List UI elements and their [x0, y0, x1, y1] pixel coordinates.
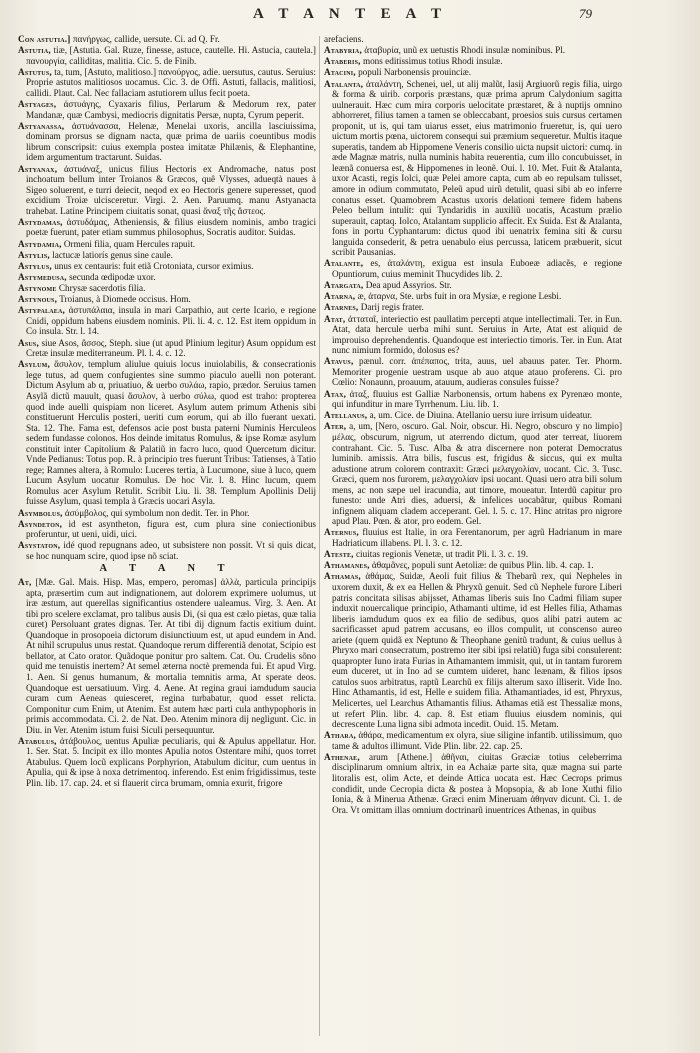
dictionary-entry [18, 272, 316, 283]
definition-text: ἀθαμᾶνες, populi sunt Aetoliæ: de quibus Plin. lib. 4. cap. 1. [369, 560, 594, 571]
definition-text: id est asyntheton, figura est, cum plura sine coniectionibus proferuntur, ut ueni, uidi, uici. [26, 518, 316, 540]
definition-text: ἀταξ, fluuius est Galliæ Narbonensis, ortum habens ex Pyrenæo monte, qui infunditur in mare Tyrrhenum. Liu. lib. 1. [332, 388, 622, 410]
column-divider [319, 36, 320, 1036]
definition-text: ἀταλάντη, Schenei, uel, ut alij malũt, Iasij Argiuorũ regis filia, uirgo & forma & uirib. corporis præstans, quæ prima aprum Calydonium sagitta uulnerauit. Hæc cum mira corporis uelocitate præstaret, & à nuptijs omnino abhorreret, filius tamen a tamen se obleccabant, proesios suis cursus certamen proponit, ut is, qui tam uiarus esset, eius matrimonio frueretur, is, qui uero uictum mortis pœna, uictorem consequi sui præmium sequeretur. Multis itaque superatis, tandem ab Hippomene Veneris consilio uicta nupsit uictori: cumq. in æde Magnæ matris, nulla numinis habita reuerentia, cum illo concubuisset, in leænã conuersa est, & Hippomenes in leonẽ. Oui. l. 10. Met. Fuit & Atalanta, uxor Acasti, regis Iolci, quæ Pelei amore capta, cum ab eo repulsam tulisset, amore in odium commutato, Peleũ apud uirũ detulit, quasi sibi ab eo inferre conatus esset. Quamobrem Acastus uxoris delationi temere fidem habens Peleo bellum intulit: qui Tyndaridis in auxiliũ uocatis, Acastum prælio superauit, captaq. Iolco, Atalantam supplicio affecit. Ex Suida. Est & Atalanta, fons in portu Cyphantarum: dictus quod ibi uenatrix femina siti & cursu languida consederit, & petra uenabulo eius percussa, laticem præbuerit, sicut scribit Pausanias. [332, 78, 622, 258]
headword: Aternus, [324, 527, 359, 538]
definition-text: ἀστυάγης, Cyaxaris filius, Perlarum & Medorum rex, pater Mandanæ, quæ Cambysi, mediocris dignitatis Persæ, nupta, Cyrum peperit. [26, 99, 316, 120]
headword: Atabyria, [324, 45, 362, 56]
dictionary-entry [324, 34, 622, 45]
headword: Atalante, [324, 258, 364, 269]
definition-text: unus ex centauris: fuit etiã Crotoniata, cursor eximius. [51, 260, 254, 271]
headword: Ateste, [324, 549, 354, 560]
dictionary-entry [324, 280, 622, 291]
page-number: 79 [579, 6, 592, 21]
right-column [324, 34, 622, 1039]
headword: Asystaton, [18, 540, 61, 551]
headword: Athamas, [324, 571, 361, 582]
definition-text: ἀταβυρία, unũ ex uetustis Rhodi insulæ nominibus. Pl. [361, 45, 566, 56]
headword: Atalanta, [324, 78, 364, 89]
definition-text: idé quod repugnans adeo, ut subsistere non possit. Vt si quis dicat, se hoc nunquam scire, quod ipse nõ sciat. [26, 540, 316, 561]
headword: Asyndeton, [18, 518, 63, 529]
definition-text: ἀθάρα, medicamentum ex olyra, siue siligine infantib. utilissimum, quo tame & adultos illimunt. Vide Plin. libr. 22. cap. 25. [332, 730, 622, 751]
definition-text: ἀστυπάλαια, insula in mari Carpathio, aut certe Icario, e regione Cnidi, oppidum habens eiusdem nominis. Pli. li. 4. c. 12. Est item oppidum in Co insula. Str. l. 14. [26, 305, 316, 337]
definition-text: Chrysæ sacerdotis filia. [56, 283, 146, 294]
dictionary-entry [18, 261, 316, 272]
headword: Atabulus, [18, 735, 57, 746]
dictionary-entry [18, 338, 316, 359]
dictionary-entry [324, 356, 622, 388]
dictionary-entry [324, 79, 622, 258]
definition-text: [Mæ. Gal. Mais. Hisp. Mas, empero, peromas] ἀλλὰ, particula principijs apta, præsertim cum aut indignationem, aut dolorem exprimere uolumus, ut iræ æstum, aut querellas significantius ostendere ualeamus. Virg. 3. Aen. At tibi pro scelere exclamat, pro talibus ausis Di, (si qua est cælo pietas, quæ talia curet) Persoluant grates dignas. Ter. At tibi dij dignum factis exitium duint. Quandoque in prosopoeia dictorum disiunctiuum est, ut apud eundem in And. At nihil scrupulus unus restat. Quandoque rerum differentiã denotat, Scipio est bellator, at Cato orator. Quãdoque ponitur pro saltem. Cat. Ou. Crudelis sõno quid me tenuistis inertem? At semel æterna noctè premenda fui. Et apud Virg. 1. Aen. Si genus humanum, & mortalia temnitis arma, At sperate deos. Quandoque est uersatiuum. Virg. 4. Aene. At regina graui iamdudum saucia curam cum Aeneas quiesceret, regina turbabatur, quod esset relicta. Componitur cum Enim, ut Atenim. Est autem hæc parti cula anthypophoris in primis accommodata. Ci. 2. de Nat. Deo. Atenim minora dij negligunt. Cic. in Diu. in Ver. Atenim istum fuisi Siculi persequuntur. [26, 577, 316, 735]
definition-text: mons editissimus totius Rhodi insulæ. [360, 56, 503, 67]
page-header [0, 6, 700, 28]
dictionary-entry [324, 421, 622, 526]
definition-text: ta, tum, [Astuto, malitioso.] πανούργος, adie. uersutus, cautus. Seruius: Proprie astutos malitiosos uocamus. Cic. 3. de Offi. Astuti, fallacis, malitiosi, callidi. Plaut. Cal. Nec fallaciam astutiorem ullus fecit poeta. [26, 66, 316, 98]
headword: Astypalaea, [18, 305, 66, 316]
headword: Astyanassa, [18, 120, 65, 131]
dictionary-entry [324, 45, 622, 56]
dictionary-entry [324, 410, 622, 421]
definition-text: a, um. Cice. de Diuina. Atellanio uersu iure irrisum uideatur. [367, 410, 593, 421]
definition-text: πανήργως, callide, uersute. Ci. ad Q. Fr. [70, 34, 220, 44]
headword: Astynome [18, 283, 57, 294]
definition-text: arefaciens. [324, 34, 364, 44]
headword: Astyages, [18, 99, 57, 110]
headword: Atavus, [324, 356, 354, 367]
headword: Astutus, [18, 66, 52, 77]
dictionary-entry [18, 164, 316, 217]
definition-text: Ormeni filia, quam Hercules rapuit. [61, 238, 196, 249]
definition-text: populi Narbonensis prouinciæ. [355, 67, 472, 78]
definition-text: ἀτάβουλος, uentus Apuliæ peculiaris, qui & Apulus appellatur. Hor. 1. Ser. Stat. 5. Incipit ex illo montes Apulia notos Ostentare mihi, quos torret Atabulus. Quem locũ explicans Porphyrion, Atabulum dicitur, cum uentus in Apulia, qui & ipse à noxa detrimentoq. inferendo. Est enim frigidissimus, teste Plin. lib. 17. cap. 24. et si flauerit circa brumam, omnia exurit, frigore [26, 735, 316, 789]
dictionary-entry [324, 67, 622, 78]
dictionary-entry [18, 34, 316, 45]
definition-text: es, ἀταλάντη, exigua est insula Euboeæ adiacẽs, e regione Opuntiorum, cuius meminit Thucydides lib. 2. [332, 258, 622, 279]
definition-text: ἀθάμας, Suidæ, Aeoli fuit filius & Thebarũ rex, qui Nepheles in uxorem duxit, & ex ea Hellen & Phryxũ genuit. Sed cũ Nephele furore Liberi patris concitata silisas abijsset, Athamas liberis suis Ino Cadmi filiam super induxit nouercalique principio, Athamanti ultime, id est Helles filia, Athamas liberis iamdudum quos ex ea filio de sedibus, quos alibi patri autem ac sacrificasset apud patrem accusans, eo illos compulit, ut conscenso aureo ariete (quem quidã ex Neptuno & Theophane genitũ tradunt, & cuius uellus à Phryxo mari consecratum, postremo iter sibi ipsi relatiũ) fuga sibi consulerent: quapropter Iuno irata Furias in Athamantem immisit, qui, ut in tantam furorem eum duceret, ut in Ino ad se cumtem uideret, hanc leænam, & filios ipsos catulos suos arbitratus, raptũ Learchũ ex filijs alterum saxo illiserit. Vide Ino. Hinc Athamantis, id est, Helle e suidem filia. Athamantiades, id est, Phryxus, Melicertes, uel Learchus Athamantis filius. Athamas etiã est Thessaliæ mons, ut refert Plin. libr. 4. cap. 8. Est etiam fluuius eiusdem nominis, qui decrescente Luna ligna sibi admota incedit. Ouid. 15. Metam. [332, 571, 622, 730]
definition-text: arum [Athene.] ἀθῆναι, ciuitas Græciæ totius celeberrima disciplinarum omnium altrix, in ea Achaiæ parte sita, quæ magna sui parte litoralis est, olim Acte, et deinde Attica uocata est. Hæc Cecrops primus condidit, unde Cecropia dicta & postea à Mopsopia, & ab Ione Xuthi filio Ionia, & à Minerua Athenæ. Græci enim Mineruam ἀθηναν dicunt. Ci. 1. de Ora. Vt omittam illas omnium doctrinarũ inuentrices Athenas, in quibus [332, 751, 622, 815]
dictionary-entry [18, 305, 316, 337]
dictionary-entry [324, 389, 622, 410]
dictionary-entry [324, 527, 622, 548]
definition-text: secunda œdipodæ uxor. [66, 271, 156, 282]
definition-text: ciuitas regionis Venetæ, ut tradit Pli. l. 3. c. 19. [353, 549, 529, 560]
headword: Con astutia.] [18, 34, 71, 44]
left-column [18, 34, 316, 1039]
headword: Atax, [324, 388, 347, 399]
headword: Athamanes, [324, 560, 370, 571]
dictionary-entry [324, 549, 622, 560]
dictionary-entry [324, 752, 622, 815]
dictionary-entry [18, 508, 316, 519]
definition-text: a, um, [Nero, oscuro. Gal. Noir, obscur. Hi. Negro, obscuro y no limpio] μέλας, obscurum, nigrum, ut aterrendo dictum, quod ater terreat, liuorem contrahant. Cic. 5. Tusc. Alba & atra discernere non poterat Democratus luminib. amissis. Atra bilis, fuscus est, frigidus & siccus, qui ex multa adustione atrum colorem contraxit: Græci μελαγχολίαν, uocant. Cic. 3. Tusc. Græci, quem nos furorem, μελαγχολίαν ipsi uocant. Quasi uero atra bili solum mens, ac non sæpe uel iracundia, aut timore, moueatur. Interdũ capitur pro funesto: unde Atri dies, aduersi, & infelices uocabãtur, quibus Romani infignem aliquam cladem acceperant. Gel. l. 5. c. 17. Hinc atritas pro nigrore apud Plau. Pœn. & ator, pro eodem. Gel. [332, 421, 622, 527]
dictionary-entry [18, 217, 316, 238]
dictionary-entry [18, 283, 316, 294]
dictionary-entry [324, 56, 622, 67]
definition-text: tiæ, [Astutia. Gal. Ruze, finesse, astuce, cautelle. Hi. Astucia, cautela.] πανουργία, calliditas, malitia. Cic. 5. de Finib. [26, 45, 316, 66]
dictionary-entry [18, 99, 316, 120]
dictionary-entry [18, 121, 316, 163]
dictionary-entry [18, 519, 316, 540]
definition-text: pænul. corr. ἀπέπαπος, trita, auus, uel abauus pater. Ter. Phorm. Memoriter progenie uestram usque ab auo atque atauo proferens. Ci. pro Cœlio: Nonaunn, proauum, atauum, audieras consules fuisse? [332, 356, 622, 388]
headword: Asymbolus, [18, 507, 63, 518]
dictionary-entry [18, 577, 316, 735]
headword: Astylis, [18, 249, 50, 260]
headword: Atarnes, [324, 302, 359, 313]
headword: Astydamas, [18, 216, 63, 227]
definition-text: fluuius est Italie, in ora Ferentanorum, per agrũ Hadrianum in mare Hadriaticum illabens. Pl. l. 3. c. 12. [332, 527, 622, 549]
headword: Athara, [324, 730, 356, 741]
dictionary-entry [18, 45, 316, 66]
definition-text: Darij regis frater. [358, 302, 424, 313]
dictionary-entry [18, 294, 316, 305]
dictionary-entry [18, 250, 316, 261]
headword: Astyanax, [18, 163, 58, 174]
definition-text: ἀσύμβολος, qui symbolum non dedit. Ter. in Phor. [62, 507, 250, 518]
dictionary-entry [324, 571, 622, 729]
dictionary-entry [324, 560, 622, 571]
headword: Astymedusa, [18, 271, 67, 282]
definition-text: ἀστυάνασσα, Helenæ, Menelai uxoris, ancilla lasciuissima, dominam prorsus se dignam nacta, quæ prima de uariis coeuntibus modis librum conscripsit: cuius exempla postea imitatæ Philænis, & Elephantine, idem argumentum tractarunt. Suidas. [26, 120, 316, 163]
dictionary-entry [324, 291, 622, 302]
dictionary-entry [18, 67, 316, 99]
definition-text: siue Asos, ἄσσος, Steph. siue (ut apud Plinium legitur) Asum oppidum est Cretæ insulæ mediterraneum. Pl. l. 4. c. 12. [26, 337, 316, 359]
headword: Astynous, [18, 294, 58, 305]
headword: Atacini, [324, 67, 356, 78]
headword: Atellanus, [324, 410, 368, 421]
headword: Astylus, [18, 260, 52, 271]
headword: Asylum, [18, 359, 50, 370]
section-heading: A T A N T [99, 563, 235, 575]
definition-text: lactucæ latiorís genus sine caule. [49, 249, 173, 260]
definition-text: ἀστυδάμας, Atheniensis, & filius eiusdem nominis, ambo tragici poetæ fuerunt, pater etiam summus philosophus, Socratis auditor. Suidas. [26, 216, 316, 238]
running-head: A T A N T E A T [252, 6, 448, 22]
dictionary-entry [324, 314, 622, 356]
dictionary-entry [18, 239, 316, 250]
headword: Astydamia, [18, 238, 62, 249]
dictionary-entry [324, 258, 622, 279]
headword: Athenae, [324, 751, 360, 762]
dictionary-entry [18, 540, 316, 561]
definition-text: Troianus, à Diomede occisus. Hom. [57, 294, 191, 305]
definition-text: æ, ἀταρνα, Ste. urbs fuit in ora Mysiæ, e regione Lesbi. [355, 291, 562, 302]
dictionary-entry [18, 359, 316, 507]
dictionary-entry [324, 302, 622, 313]
headword: Atarna, [324, 291, 356, 302]
headword: Astutia, [18, 45, 51, 56]
dictionary-entry [18, 736, 316, 789]
definition-text: ἄσυλον, templum aliulue quiuis locus inuiolabilis, & consecrationis lege tutus, ad quem confugientes sine summo piaculo auelli non poterant. Dictum Asylum ab α, priuatiuo, & uerbo συλάω, rapio, prædor. Seruius tamen Asylã dictũ mauult, quasi ἄσυλον, à uerbo σύλω, quod est traho: propterea quod inde auelli quispiam non liceret. Asylum autem primum Athenis sibi constituerunt Herculis posteri, ueriti cum eorum, qui ab illo fuerant uexati. Sta. 12. The. Fama est, defensos acie post busta paterni Numinis Herculeos sedem fundasse colonos. Hos deinde imitatus Romulus, & ipse Romæ asylum constituit inter Capitolium & Palatiũ in facro luco, quod Quercetum dicitur. Vnde Pedianus: Totus pop. R. à principio tres fuerunt Tribus: Tatienses, à Tatio rege; Ramnes altera, à Romulo: Luceres tertia, à Lucumone, siue à luco, quem Lucum Asylum uocatur Romulus. De hoc Vir. l. 8. Hinc lucum, quem Romulus acer Asylum Retulit. Scribit Liu. li. 38. Templum Apollinis Delij fuisse Asylum, quasi templa à Græcis uocari Asyla. [26, 359, 316, 507]
headword: At, [18, 577, 32, 588]
headword: Atargata, [324, 280, 364, 291]
headword: Ataberis, [324, 56, 361, 67]
definition-text: ἀτταταῖ, interiectio est paullatim percepti atque intellectimali. Ter. in Eun. Atat, data hercule uerba mihi sunt. Seruius in Arte, Atat est aliquid de improuiso deprehendentis. Quandoque est interiectio timoris. Ter. in Eun. Atat nunc nimium formido, dolosus es? [332, 313, 622, 356]
definition-text: Dea apud Assyrios. Str. [363, 280, 452, 291]
definition-text: ἀστυάναξ, unicus filius Hectoris ex Andromache, natus post inchoatum bellum inter Troianos & Græcos, quê Vlysses, adueqtà naues à Sigeo soluerent, e turri deiecit, neqod ex eo Hectoris genere superesset, quod excidium Troiæ ulcisceretur. Virgi. 2. Aen. Paruumq. manu Astyanacta trahebat. Latine Principem ciuitatis sonat, quasi ἄναξ τῆς ἄστεος. [26, 163, 316, 216]
headword: Asus, [18, 337, 39, 348]
headword: Atat, [324, 313, 346, 324]
headword: Ater, [324, 421, 347, 432]
dictionary-entry [324, 730, 622, 751]
